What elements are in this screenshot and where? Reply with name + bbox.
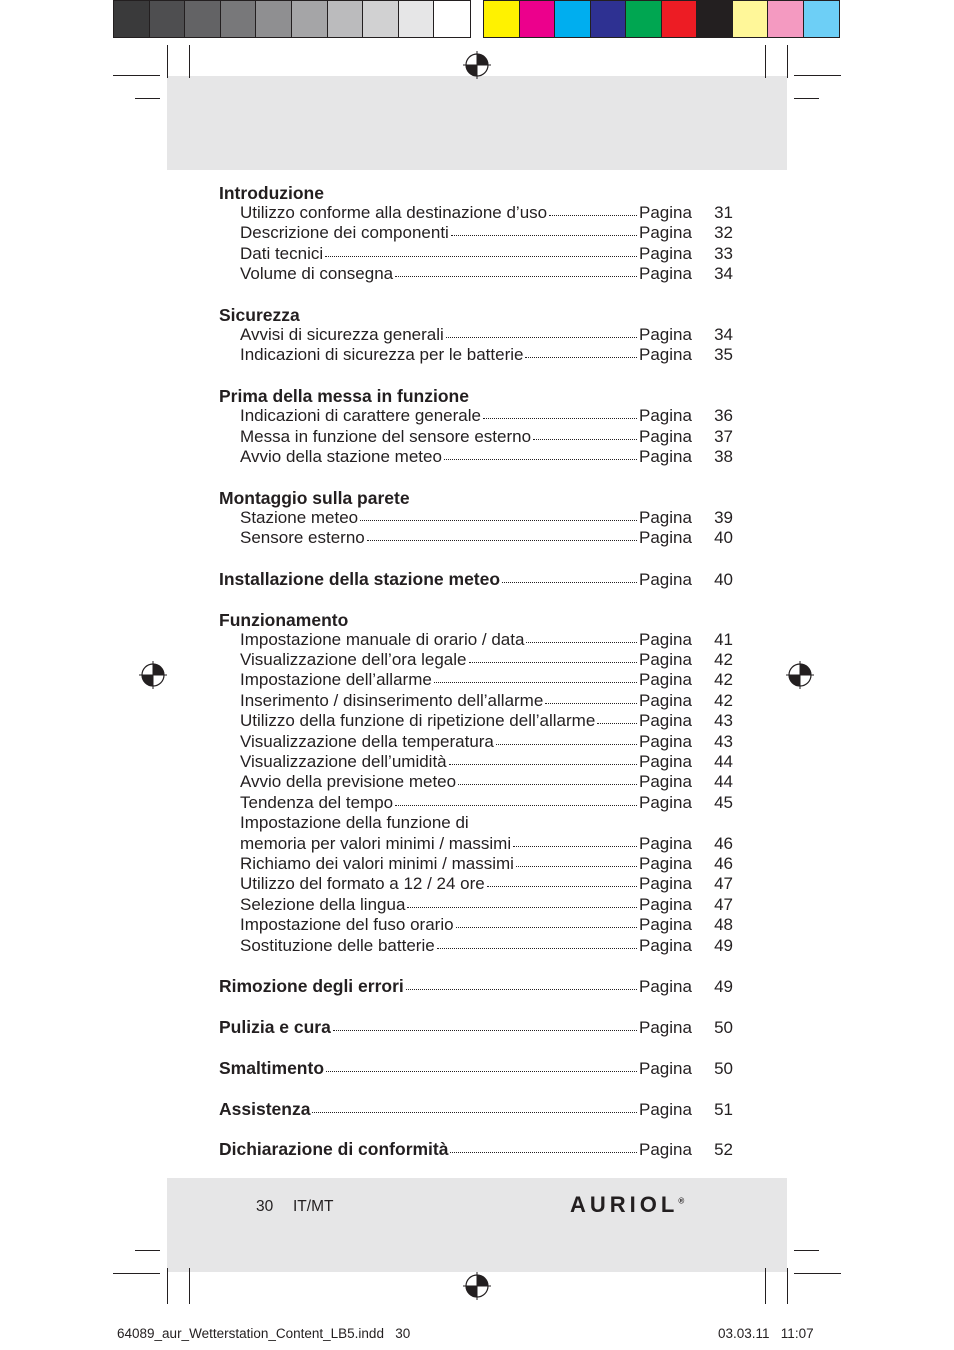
color-swatch	[114, 1, 150, 37]
page-number: 42	[714, 690, 733, 710]
crop-mark	[135, 98, 160, 99]
dot-leader	[496, 744, 637, 745]
page-number: 46	[714, 853, 733, 873]
entry-label: Dati tecnici	[240, 243, 324, 263]
toc-entry[interactable]	[219, 732, 733, 752]
entry-label: Richiamo dei valori minimi / massimi	[240, 853, 514, 873]
registration-mark-icon	[463, 51, 491, 79]
entry-label: Visualizzazione dell’ora legale	[240, 650, 467, 670]
entry-label: Utilizzo della funzione di ripetizione dell’allarme	[240, 711, 596, 731]
toc-entry[interactable]	[219, 406, 733, 426]
toc-entry[interactable]	[219, 874, 733, 894]
toc-section-montaggio	[219, 488, 733, 549]
section-title: Prima della messa in funzione	[219, 386, 469, 407]
entry-label: Tendenza del tempo	[240, 792, 394, 812]
dot-leader	[513, 846, 637, 847]
color-swatch	[591, 1, 627, 37]
page-number: 35	[714, 345, 733, 365]
crop-mark	[167, 45, 168, 78]
toc-entry-rimozione[interactable]	[219, 976, 733, 996]
crop-mark	[765, 1268, 766, 1304]
dot-leader	[333, 1030, 637, 1031]
page-label: Pagina	[639, 1018, 692, 1038]
page-number: 44	[714, 772, 733, 792]
toc-entry[interactable]	[219, 345, 733, 365]
entry-label: memoria per valori minimi / massimi	[240, 833, 512, 853]
toc-section-prima	[219, 386, 733, 467]
entry-label: Messa in funzione del sensore esterno	[240, 426, 532, 446]
toc-section-introduzione	[219, 183, 733, 285]
crop-mark	[794, 75, 841, 76]
entry-label: Utilizzo conforme alla destinazione d’uso	[240, 203, 548, 222]
crop-mark	[189, 45, 190, 78]
color-swatch	[150, 1, 186, 37]
entry-label: Smaltimento	[219, 1057, 325, 1078]
dot-leader	[312, 1112, 637, 1113]
dot-leader	[437, 948, 637, 949]
page-number: 45	[714, 792, 733, 812]
dot-leader	[434, 682, 637, 683]
dot-leader	[395, 276, 637, 277]
page-label: Pagina	[639, 507, 692, 527]
crop-mark	[167, 1268, 168, 1304]
page-number: 38	[714, 446, 733, 466]
entry-label: Impostazione dell’allarme	[240, 670, 432, 690]
color-swatch	[185, 1, 221, 37]
dot-leader	[525, 357, 637, 358]
dot-leader	[449, 764, 637, 765]
page-number: 43	[714, 711, 733, 731]
crop-mark	[787, 1268, 788, 1304]
entry-label: Sensore esterno	[240, 528, 365, 548]
toc-entry[interactable]	[219, 936, 733, 956]
page-label: Pagina	[639, 629, 692, 649]
toc-entry[interactable]	[219, 752, 733, 772]
toc-entry[interactable]	[219, 325, 733, 345]
page-number: 37	[714, 426, 733, 446]
page-number: 47	[714, 894, 733, 914]
entry-label: Sostituzione delle batterie	[240, 935, 435, 955]
toc-entry[interactable]	[219, 447, 733, 467]
color-swatch	[221, 1, 257, 37]
page-number: 40	[714, 528, 733, 548]
section-title: Introduzione	[219, 183, 324, 203]
color-swatch	[804, 1, 840, 37]
language-code: IT/MT	[293, 1198, 334, 1215]
page-label: Pagina	[639, 711, 692, 731]
dot-leader	[325, 256, 637, 257]
page-number: 34	[714, 324, 733, 344]
toc-entry[interactable]	[219, 772, 733, 792]
page-number: 42	[714, 670, 733, 690]
color-swatch	[555, 1, 591, 37]
entry-label: Visualizzazione dell’umidità	[240, 751, 447, 771]
entry-label: Inserimento / disinserimento dell’allarme	[240, 690, 544, 710]
color-swatch	[434, 1, 470, 37]
grey-calibration-bar	[113, 0, 471, 38]
crop-mark	[787, 45, 788, 78]
file-slug: 64089_aur_Wetterstation_Content_LB5.indd 30	[117, 1326, 411, 1341]
page-label: Pagina	[639, 731, 692, 751]
registration-mark-icon	[786, 661, 814, 689]
crop-mark	[765, 45, 766, 78]
page-number: 34	[714, 264, 733, 284]
entry-label: Stazione meteo	[240, 507, 359, 527]
toc-entry-continued[interactable]	[219, 813, 733, 833]
page-label: Pagina	[639, 324, 692, 344]
entry-label: Volume di consegna	[240, 264, 394, 284]
bottom-grey-panel	[167, 1178, 787, 1272]
toc-entry[interactable]	[219, 427, 733, 447]
page-label: Pagina	[639, 751, 692, 771]
page-number: 33	[714, 243, 733, 263]
section-title: Montaggio sulla parete	[219, 487, 410, 508]
dot-leader	[487, 886, 637, 887]
crop-mark	[794, 1273, 841, 1274]
toc-section-funzionamento	[219, 610, 733, 956]
toc-entry[interactable]	[219, 223, 733, 243]
page-label: Pagina	[639, 1140, 692, 1160]
page-label: Pagina	[639, 915, 692, 935]
crop-mark	[135, 1250, 160, 1251]
color-swatch	[256, 1, 292, 37]
toc-entry[interactable]	[219, 793, 733, 813]
entry-label: Rimozione degli errori	[219, 976, 404, 997]
color-swatch	[768, 1, 804, 37]
auriol-logo	[570, 1192, 684, 1218]
entry-label: Descrizione dei componenti	[240, 223, 449, 243]
dot-leader	[516, 866, 637, 867]
crop-mark	[794, 1250, 819, 1251]
toc-entry[interactable]	[219, 834, 733, 854]
toc-entry[interactable]	[219, 244, 733, 264]
page-number: 50	[714, 1018, 733, 1038]
top-grey-panel	[167, 76, 787, 170]
toc-entry[interactable]	[219, 650, 733, 670]
dot-leader	[326, 1071, 637, 1072]
dot-leader	[451, 235, 637, 236]
page-label: Pagina	[639, 426, 692, 446]
toc-entry[interactable]	[219, 203, 733, 223]
page-label: Pagina	[639, 203, 692, 222]
dot-leader	[450, 1152, 637, 1153]
toc-entry-installazione[interactable]	[219, 569, 733, 589]
dot-leader	[367, 540, 637, 541]
toc-entry-pulizia[interactable]	[219, 1017, 733, 1037]
entry-label: Impostazione manuale di orario / data	[240, 629, 525, 649]
toc-entry[interactable]	[219, 264, 733, 284]
entry-label: Indicazioni di carattere generale	[240, 406, 481, 426]
page-number: 41	[714, 629, 733, 649]
color-swatch	[626, 1, 662, 37]
toc-entry[interactable]	[219, 895, 733, 915]
entry-label: Selezione della lingua	[240, 894, 406, 914]
page-label: Pagina	[639, 977, 692, 997]
page-label: Pagina	[639, 894, 692, 914]
page-number: 31	[714, 203, 733, 222]
page-label: Pagina	[639, 446, 692, 466]
page-number: 44	[714, 751, 733, 771]
toc-entry-smaltimento[interactable]	[219, 1058, 733, 1078]
color-calibration-bar	[483, 0, 840, 38]
color-swatch	[328, 1, 364, 37]
page-label: Pagina	[639, 528, 692, 548]
crop-mark	[189, 1268, 190, 1304]
dot-leader	[533, 439, 637, 440]
page-label: Pagina	[639, 853, 692, 873]
color-swatch	[484, 1, 520, 37]
entry-label: Avvio della previsione meteo	[240, 772, 457, 792]
page-label: Pagina	[639, 1099, 692, 1119]
dot-leader	[549, 215, 637, 216]
toc-entry[interactable]	[219, 670, 733, 690]
page-number: 40	[714, 569, 733, 589]
page-label: Pagina	[639, 690, 692, 710]
page-label: Pagina	[639, 1058, 692, 1078]
dot-leader	[395, 805, 637, 806]
page-label: Pagina	[639, 406, 692, 426]
page-label: Pagina	[639, 833, 692, 853]
page-label: Pagina	[639, 223, 692, 243]
crop-mark	[113, 1273, 160, 1274]
crop-mark	[113, 75, 160, 76]
page-number: 32	[714, 223, 733, 243]
page-label: Pagina	[639, 792, 692, 812]
page-number: 50	[714, 1058, 733, 1078]
page-label: Pagina	[639, 874, 692, 894]
dot-leader	[406, 989, 637, 990]
entry-label: Impostazione della funzione di	[240, 813, 469, 833]
entry-label: Impostazione del fuso orario	[240, 915, 454, 935]
page-number: 42	[714, 650, 733, 670]
page-number: 49	[714, 935, 733, 955]
page-label: Pagina	[639, 935, 692, 955]
toc-entry[interactable]	[219, 528, 733, 548]
color-swatch	[363, 1, 399, 37]
entry-label: Pulizia e cura	[219, 1017, 331, 1038]
date-slug: 03.03.11 11:07	[718, 1326, 814, 1341]
dot-leader	[526, 642, 637, 643]
toc-entry-assistenza[interactable]	[219, 1099, 733, 1119]
dot-leader	[469, 662, 638, 663]
crop-mark	[794, 98, 819, 99]
dot-leader	[446, 337, 637, 338]
page-number: 43	[714, 731, 733, 751]
toc-entry[interactable]	[219, 915, 733, 935]
page-number: 52	[714, 1140, 733, 1160]
entry-label: Assistenza	[219, 1098, 311, 1119]
dot-leader	[444, 459, 637, 460]
page-label: Pagina	[639, 670, 692, 690]
toc-entry[interactable]	[219, 508, 733, 528]
entry-label: Dichiarazione di conformità	[219, 1139, 449, 1160]
dot-leader	[360, 520, 637, 521]
color-swatch	[520, 1, 556, 37]
page-label: Pagina	[639, 345, 692, 365]
entry-label: Installazione della stazione meteo	[219, 568, 501, 589]
dot-leader	[545, 703, 637, 704]
page-label: Pagina	[639, 264, 692, 284]
page-number: 46	[714, 833, 733, 853]
page-label: Pagina	[639, 650, 692, 670]
color-swatch	[733, 1, 769, 37]
dot-leader	[502, 582, 637, 583]
section-title: Funzionamento	[219, 609, 349, 630]
entry-label: Avvio della stazione meteo	[240, 446, 442, 466]
toc-entry-dichiarazione[interactable]	[219, 1139, 733, 1159]
dot-leader	[483, 418, 637, 419]
dot-leader	[458, 784, 637, 785]
page-number: 47	[714, 874, 733, 894]
page-number: 48	[714, 915, 733, 935]
page-label: Pagina	[639, 243, 692, 263]
registration-mark-icon	[463, 1272, 491, 1300]
entry-label: Utilizzo del formato a 12 / 24 ore	[240, 874, 485, 894]
page-label: Pagina	[639, 772, 692, 792]
toc-entry[interactable]	[219, 854, 733, 874]
page-number: 39	[714, 507, 733, 527]
toc-entry[interactable]	[219, 711, 733, 731]
entry-label: Indicazioni di sicurezza per le batterie	[240, 345, 524, 365]
page-number: 49	[714, 977, 733, 997]
registered-mark: ®	[678, 1196, 685, 1206]
toc-section-sicurezza	[219, 305, 733, 366]
page-number: 51	[714, 1099, 733, 1119]
color-swatch	[662, 1, 698, 37]
page-number: 36	[714, 406, 733, 426]
registration-mark-icon	[139, 661, 167, 689]
dot-leader	[456, 927, 637, 928]
dot-leader	[597, 723, 637, 724]
dot-leader	[407, 907, 637, 908]
color-swatch	[399, 1, 435, 37]
entry-label: Avvisi di sicurezza generali	[240, 324, 444, 344]
page-label: Pagina	[639, 569, 692, 589]
table-of-contents	[219, 183, 733, 1160]
logo-text: AURIOL	[570, 1192, 679, 1217]
color-swatch	[292, 1, 328, 37]
entry-label: Visualizzazione della temperatura	[240, 731, 494, 751]
section-title: Sicurezza	[219, 304, 300, 325]
page-number: 30	[256, 1198, 274, 1215]
color-swatch	[697, 1, 733, 37]
toc-entry[interactable]	[219, 691, 733, 711]
toc-entry[interactable]	[219, 630, 733, 650]
